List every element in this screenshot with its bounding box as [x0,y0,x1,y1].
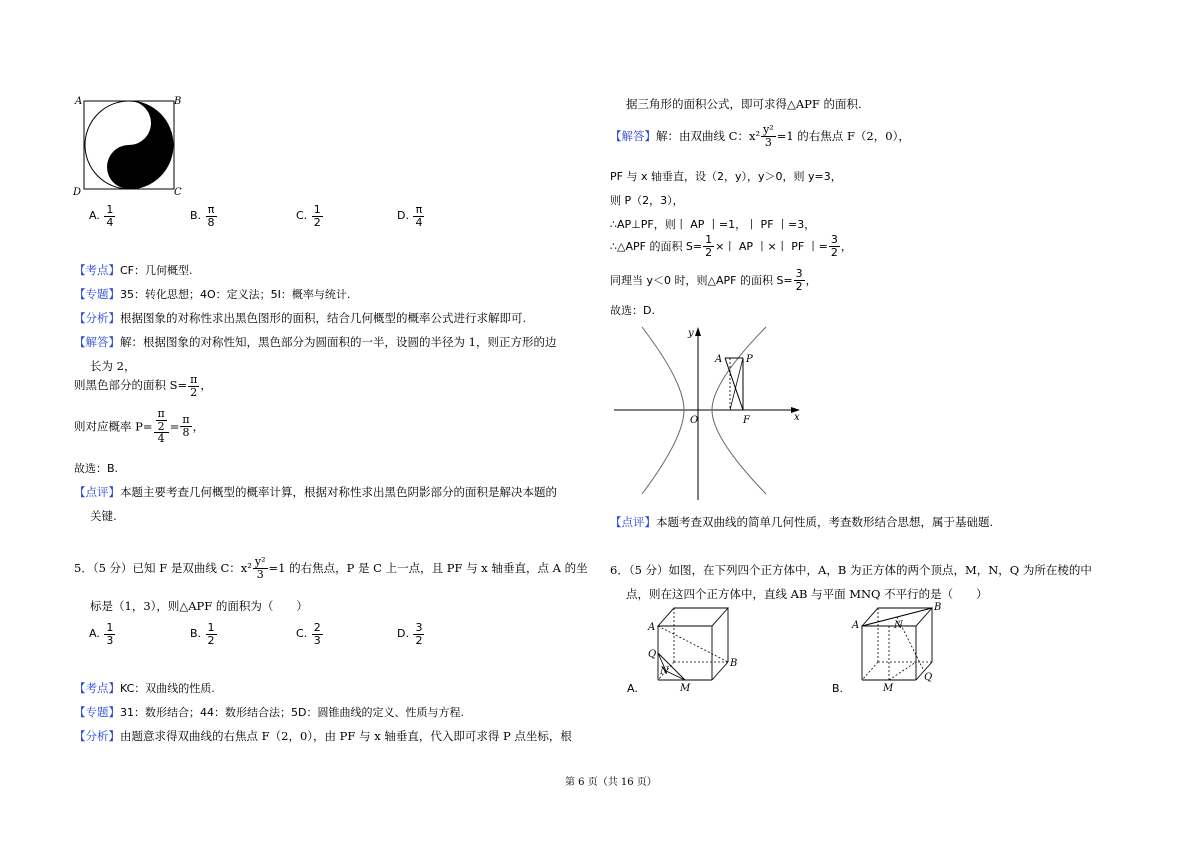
q4-prob-line: 则对应概率 P= $\frac{\frac{\pi}{2}}{4}$ = $\frac{\pi}{8}$ ， [74,407,205,446]
vertex-label-a: A [75,96,83,107]
graph-label-o: O [690,415,699,426]
graph-label-y: y [688,328,694,339]
cube-a-label-a: A [648,622,656,633]
q5-jieda-line3: 则 P（2，3）， [610,194,684,207]
q4-option-a[interactable]: A. $\frac{1}{4}$ [89,203,114,229]
q4-answer: 故选：B. [74,462,119,475]
q5-answer: 故选：D. [610,304,655,317]
cube-figure-b [850,602,950,694]
q4-dianping: 【点评】本题主要考查几何概型的概率计算，根据对称性求出黑色阴影部分的面积是解决本题的 [74,485,557,499]
q4-jieda: 【解答】解：根据图象的对称性知，黑色部分为圆面积的一半，设圆的半径为 1，则正方形的边 [74,335,557,349]
cube-b-label-n: N [894,620,903,631]
cube-a-label-m: M [680,683,691,694]
q5-fenxi: 【分析】由题意求得双曲线的右焦点 F（2，0），由 PF 与 x 轴垂直，代入即可求得 P 点坐标，根 [74,729,572,743]
page-footer: 第 6 页（共 16 页） [565,777,657,788]
q5-jieda-line5: ∴△APF 的面积 S= $\frac{1}{2}$ ×丨 AP 丨×丨 PF 丨= $\frac{3}{2}$ ， [610,233,852,259]
q6-option-a[interactable]: A. [627,682,638,695]
taiji-figure [70,94,186,198]
vertex-label-d: D [73,187,82,198]
q4-option-d[interactable]: D. $\frac{\pi}{4}$ [397,203,423,229]
q4-fenxi: 【分析】根据图象的对称性求出黑色图形的面积，结合几何概型的概率公式进行求解即可. [74,311,527,325]
cube-b-label-m: M [883,683,894,694]
q6-stem: 6．（5 分）如图，在下列四个正方体中，A，B 为正方体的两个顶点，M，N，Q 为所在棱的中 [610,563,1092,577]
vertex-label-b: B [174,96,182,107]
q5-stem-line2: 标是（1，3），则△APF 的面积为（ ） [90,599,308,613]
q5-jieda: 【解答】解：由双曲线 C：x² $\frac{\text{y²}}{3}$ =1 的右焦点 F（2，0）， [610,123,910,149]
q6-option-b[interactable]: B. [832,682,844,695]
graph-label-f: F [743,415,750,426]
q5-fenxi-line2: 据三角形的面积公式，即可求得△APF 的面积. [626,97,862,111]
q5-option-c[interactable]: C. $\frac{2}{3}$ [296,621,321,647]
q5-kaodian: 【考点】KC：双曲线的性质. [74,681,215,695]
q5-option-b[interactable]: B. $\frac{1}{2}$ [190,621,215,647]
graph-label-x: x [794,412,800,423]
q5-jieda-line4: ∴AP⊥PF，则丨 AP 丨=1，丨 PF 丨=3， [610,218,816,231]
q4-option-c[interactable]: C. $\frac{1}{2}$ [296,203,321,229]
q5-zhuanti: 【专题】31：数形结合；44：数形结合法；5D：圆锥曲线的定义、性质与方程. [74,705,464,719]
q5-stem: 5．（5 分）已知 F 是双曲线 C：x² $\frac{\text{y²}}{3}$ =1 的右焦点，P 是 C 上一点，且 PF 与 x 轴垂直，点 A 的坐 [74,555,588,581]
q6-stem-line2: 点，则在这四个正方体中，直线 AB 与平面 MNQ 不平行的是（ ） [626,587,988,601]
cube-a-label-b: B [730,658,738,669]
q5-dianping: 【点评】本题考查双曲线的简单几何性质，考查数形结合思想，属于基础题. [610,515,994,529]
q5-option-d[interactable]: D. $\frac{3}{2}$ [397,621,423,647]
q4-zhuanti: 【专题】35：转化思想；4O：定义法；5I：概率与统计. [74,287,351,301]
hyperbola-graph [608,322,808,502]
q5-jieda-line2: PF 与 x 轴垂直，设（2，y），y＞0，则 y=3， [610,170,842,183]
cube-b-label-a: A [852,620,860,631]
q4-kaodian: 【考点】CF：几何概型. [74,263,193,277]
cube-b-label-b: B [934,602,942,613]
cube-a-label-q: Q [648,649,657,660]
q5-option-a[interactable]: A. $\frac{1}{3}$ [89,621,114,647]
q4-area-line: 则黑色部分的面积 S= $\frac{\pi}{2}$ ， [74,373,212,399]
graph-label-a: A [715,354,723,365]
cube-b-label-q: Q [924,672,933,683]
q5-jieda-line6: 同理当 y＜0 时，则△APF 的面积 S= $\frac{3}{2}$ ， [610,267,817,293]
q4-jieda-line2: 长为 2， [90,359,136,373]
cube-a-label-n: N [660,666,669,677]
cube-figure-a [642,602,742,694]
graph-label-p: P [746,354,753,365]
q4-option-b[interactable]: B. $\frac{\pi}{8}$ [190,203,215,229]
vertex-label-c: C [174,187,182,198]
q4-dianping-line2: 关键. [90,509,117,523]
